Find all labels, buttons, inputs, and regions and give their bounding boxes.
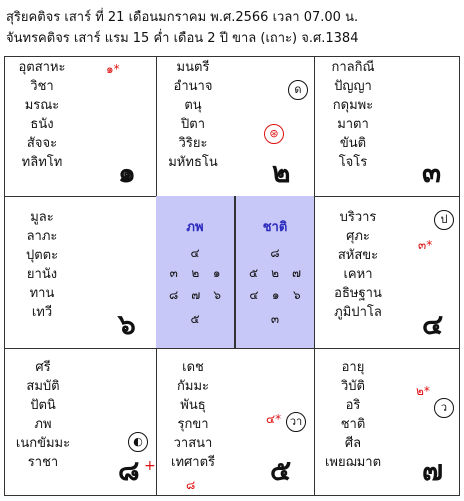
house-2-number: ๒ — [272, 156, 291, 189]
house-1 — [4, 56, 156, 196]
center-right-row2: ๔ ๑ ๖ — [249, 288, 301, 302]
house-item: สัจจะ — [26, 136, 58, 151]
house-5 — [156, 348, 314, 496]
house-item: วิริยะ — [178, 136, 208, 151]
house-item: มนตรี — [176, 60, 210, 75]
house-2 — [156, 56, 314, 196]
solar-date-line: สุริยคติจร เสาร์ ที่ 21 เดือนมกราคม พ.ศ.2566 เวลา 07.00 น. — [6, 10, 359, 25]
house-item: ขันติ — [339, 136, 367, 151]
house-item: เคหา — [343, 267, 373, 282]
house-item: กัมมะ — [177, 379, 209, 394]
house-7-mark: ๒* — [416, 384, 430, 398]
house-4-number: ๔ — [422, 308, 444, 341]
house-item: ปิตา — [181, 117, 205, 132]
house-4 — [314, 196, 460, 348]
house-item: ทลิทโท — [21, 155, 63, 170]
house-item: มาตา — [337, 117, 369, 132]
house-item: ศุภะ — [346, 229, 370, 244]
house-item: วิชา — [30, 79, 54, 94]
lunar-date-line: จันทรคติจร เสาร์ แรม 15 ค่ำ เดือน 2 ปี ขาล (เถาะ) จ.ศ.1384 — [6, 31, 359, 46]
house-item: ธนัง — [30, 117, 54, 132]
house-item: ปัตนิ — [30, 398, 56, 413]
house-item: วิบัติ — [341, 379, 365, 394]
house-item: อริ — [345, 398, 361, 413]
house-item: เพยฌมาต — [324, 455, 382, 470]
center-left-top: ๔ — [190, 246, 200, 260]
house-4-list — [318, 208, 398, 322]
center-right-bottom: ๓ — [270, 312, 280, 326]
house-item: ตนุ — [184, 98, 202, 113]
house-item: ภูมิปาโล — [334, 305, 382, 320]
house-3-number: ๓ — [422, 156, 442, 189]
house-5-list — [160, 358, 226, 472]
center-left-row1: ๓ ๒ ๑ — [169, 266, 221, 280]
house-item: บริวาร — [339, 210, 377, 225]
house-item: ราชา — [27, 455, 59, 470]
center-left-row2: ๘ ๗ ๖ — [169, 288, 221, 302]
house-item: ปุตตะ — [25, 248, 59, 263]
center-right-top: ๘ — [270, 246, 280, 260]
house-item: เดช — [182, 360, 204, 375]
house-5-number: ๕ — [270, 454, 292, 487]
house-2-list — [160, 58, 226, 172]
planet-circle-icon: วา — [286, 412, 306, 432]
house-1-list — [12, 58, 72, 172]
house-8-plus: + — [144, 458, 156, 474]
house-item: อายุ — [341, 360, 365, 375]
center-left-title: ภพ — [186, 220, 204, 235]
house-item: กดุมพะ — [332, 98, 374, 113]
moon-circle-icon: ◐ — [128, 432, 148, 452]
house-6 — [4, 196, 156, 348]
planet-circle-icon: ป — [434, 210, 454, 230]
house-item: เทศาตรี — [171, 455, 215, 470]
house-8 — [4, 348, 156, 496]
house-8-list — [10, 358, 76, 472]
house-item: ยานัง — [26, 267, 58, 282]
house-4-mark: ๓* — [418, 238, 433, 252]
house-7-list — [316, 358, 390, 472]
house-item: ปัญญา — [334, 79, 372, 94]
house-5-bottom-mark: ๘ — [186, 478, 196, 492]
house-6-list — [12, 208, 72, 322]
house-item: โจโร — [338, 155, 368, 170]
house-1-number: ๑ — [118, 156, 136, 189]
red-star-circle-icon: ⊛ — [264, 124, 284, 144]
house-item: กาลกิณี — [331, 60, 375, 75]
planet-circle-icon: ด — [288, 80, 308, 100]
center-box — [156, 196, 314, 348]
house-5-mark: ๔* — [266, 412, 282, 426]
house-item: มหัทธโน — [168, 155, 218, 170]
house-item: อุตสาหะ — [18, 60, 66, 75]
house-8-number: ๘ — [118, 454, 140, 487]
house-item: ทาน — [29, 286, 55, 301]
house-item: อำนาจ — [173, 79, 213, 94]
house-item: ชาติ — [340, 417, 366, 432]
center-right-row1: ๕ ๒ ๗ — [248, 266, 301, 280]
house-3 — [314, 56, 460, 196]
house-item: มรณะ — [24, 98, 60, 113]
house-1-mark: ๑* — [106, 62, 120, 76]
house-item: มูละ — [30, 210, 54, 225]
house-item: ศีล — [344, 436, 362, 451]
center-right-title: ชาติ — [262, 220, 288, 235]
house-6-number: ๖ — [118, 308, 136, 341]
house-3-list — [318, 58, 388, 172]
house-7-number: ๗ — [422, 454, 444, 487]
house-item: เนกขัมมะ — [15, 436, 71, 451]
house-item: สหัสขะ — [337, 248, 379, 263]
house-item: ศรี — [35, 360, 51, 375]
house-7 — [314, 348, 460, 496]
house-item: พันธุ — [180, 398, 206, 413]
house-item: เทวี — [31, 305, 53, 320]
house-item: สมบัติ — [26, 379, 60, 394]
planet-circle-icon: ว — [434, 398, 454, 418]
house-item: วาสนา — [173, 436, 213, 451]
house-item: ลาภะ — [26, 229, 58, 244]
house-item: อธิษฐาน — [334, 286, 382, 301]
house-item: ภพ — [34, 417, 52, 432]
horoscope-chart — [4, 56, 460, 496]
house-item: รุกขา — [177, 417, 209, 432]
center-left-bottom: ๕ — [190, 312, 200, 326]
